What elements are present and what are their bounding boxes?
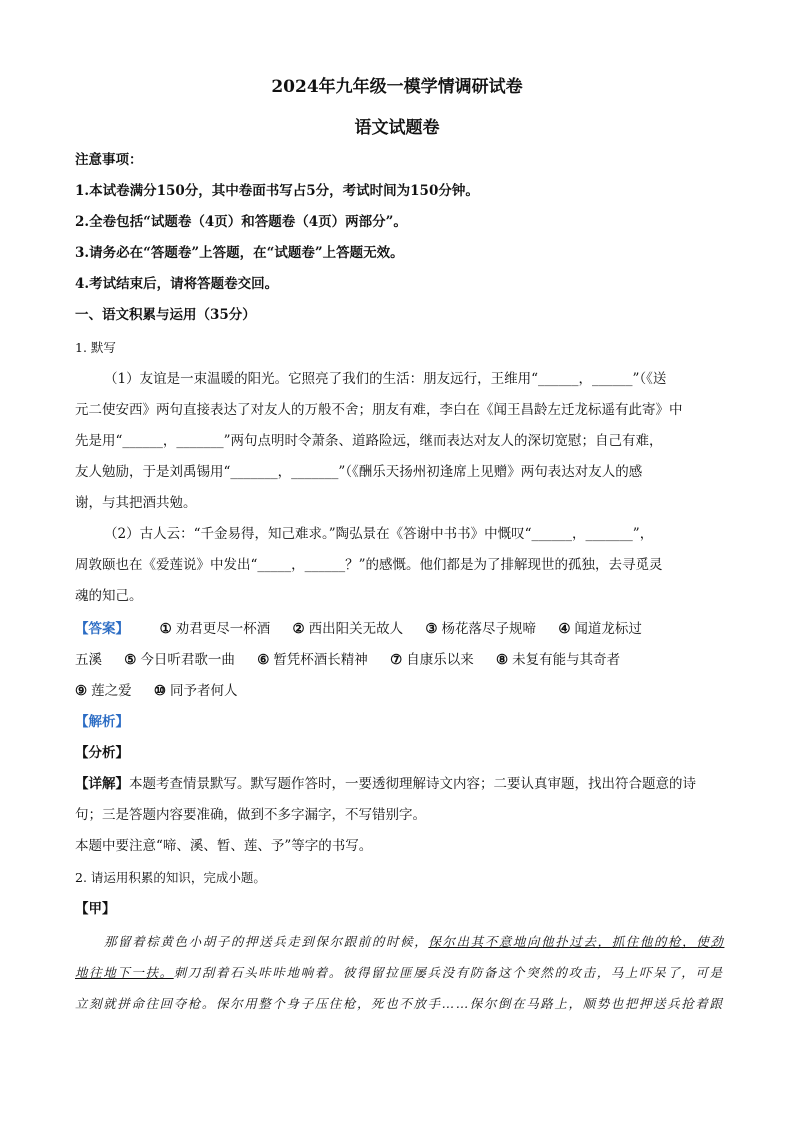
question-number: 2. 请运用积累的知识，完成小题。 xyxy=(75,870,266,885)
note-item: 3.请务必在“答题卷”上答题，在“试题卷”上答题无效。 xyxy=(75,245,404,261)
answer-row xyxy=(75,651,725,669)
q1-paragraph-line: 友人勉励，于是刘禹锡用“_______，_______”（《酬乐天扬州初逢席上见赠》两句表达对友人的感 xyxy=(75,464,643,480)
answer-item: ⑤ 今日听君歌一曲 xyxy=(124,652,235,668)
analysis-label: 【解析】 xyxy=(75,714,129,730)
q1-paragraph-line: （2）古人云：“千金易得，知己难求。”陶弘景在《答谢中书书》中慨叹“______，_______”， xyxy=(104,526,654,542)
passage-underlined: 保尔出其不意地向他扑过去，抓住他的枪，使劲 xyxy=(428,934,725,949)
passage-line xyxy=(75,964,725,982)
answer-item: ③ 杨花落尽子规啼 xyxy=(425,621,537,637)
question-number: 1. 默写 xyxy=(75,340,116,355)
detail-text: 本题考查情景默写。默写题作答时，一要透彻理解诗文内容；二要认真审题，找出符合题意的诗 xyxy=(129,776,696,792)
passage-text: 那留着棕黄色小胡子的押送兵走到保尔跟前的时候， xyxy=(104,934,429,949)
exam-title: 2024年九年级一模学情调研试卷 xyxy=(271,77,523,97)
q1-paragraph-line: 周敦颐也在《爱莲说》中发出“_____，______？”的感慨。他们都是为了排解现世的孤独，去寻觅灵 xyxy=(75,557,663,573)
answer-label: 【答案】 xyxy=(75,621,129,637)
detail-line xyxy=(75,775,725,793)
answer-row xyxy=(75,682,725,700)
detail-label: 【详解】 xyxy=(75,776,129,792)
jia-label: 【甲】 xyxy=(75,901,116,917)
detail-note: 本题中要注意“啼、溪、暂、莲、予”等字的书写。 xyxy=(75,838,373,854)
answer-row xyxy=(75,620,725,638)
fenxi-label: 【分析】 xyxy=(75,745,129,761)
answer-item: 五溪 xyxy=(75,652,102,668)
passage-line: 立刻就拼命往回夺枪。保尔用整个身子压住枪，死也不放手……保尔倒在马路上，顺势也把押送兵抢着跟 xyxy=(75,996,724,1011)
note-item: 4.考试结束后，请将答题卷交回。 xyxy=(75,276,279,292)
passage-underlined: 地往地下一扶。 xyxy=(75,965,174,980)
detail-line: 句；三是答题内容要准确，做到不多字漏字，不写错别字。 xyxy=(75,807,426,823)
answer-item: ⑧ 未复有能与其奇者 xyxy=(496,652,621,668)
note-item: 2.全卷包括“试题卷（4页）和答题卷（4页）两部分”。 xyxy=(75,214,407,230)
answer-item: ④ 闻道龙标过 xyxy=(558,621,642,637)
answer-item: ① 劝君更尽一杯酒 xyxy=(159,621,271,637)
q1-paragraph-line: 魂的知己。 xyxy=(75,588,143,604)
answer-item: ⑩ 同予者何人 xyxy=(153,683,238,699)
answer-item: ⑥ 暂凭杯酒长精神 xyxy=(257,652,368,668)
answer-item: ⑨ 莲之爱 xyxy=(75,683,132,699)
note-item: 1.本试卷满分150分，其中卷面书写占5分，考试时间为150分钟。 xyxy=(75,183,479,199)
q1-paragraph-line: 谢，与其把酒共勉。 xyxy=(75,495,197,511)
exam-subtitle: 语文试题卷 xyxy=(354,118,440,138)
answer-item: ② 西出阳关无故人 xyxy=(292,621,404,637)
passage-line xyxy=(104,933,725,951)
passage-text: 刺刀刮着石头咔咔地响着。彼得留拉匪屡兵没有防备这个突然的攻击，马上吓呆了，可是 xyxy=(173,965,724,980)
q1-paragraph-line: 先是用“______，_______”两句点明时令萧条、道路险远，继而表达对友人的深切宽慰；自己有难， xyxy=(75,433,663,449)
answer-item: ⑦ 自康乐以来 xyxy=(390,652,474,668)
q1-paragraph-line: （1）友谊是一束温暖的阳光。它照亮了我们的生活：朋友远行，王维用“______，______”（《送 xyxy=(104,371,667,387)
q1-paragraph-line: 元二使安西》两句直接表达了对友人的万般不舍；朋友有难，李白在《闻王昌龄左迁龙标遥有此寄》中 xyxy=(75,402,683,418)
section-heading: 一、语文积累与运用（35分） xyxy=(75,307,256,323)
notes-heading: 注意事项： xyxy=(75,152,143,168)
